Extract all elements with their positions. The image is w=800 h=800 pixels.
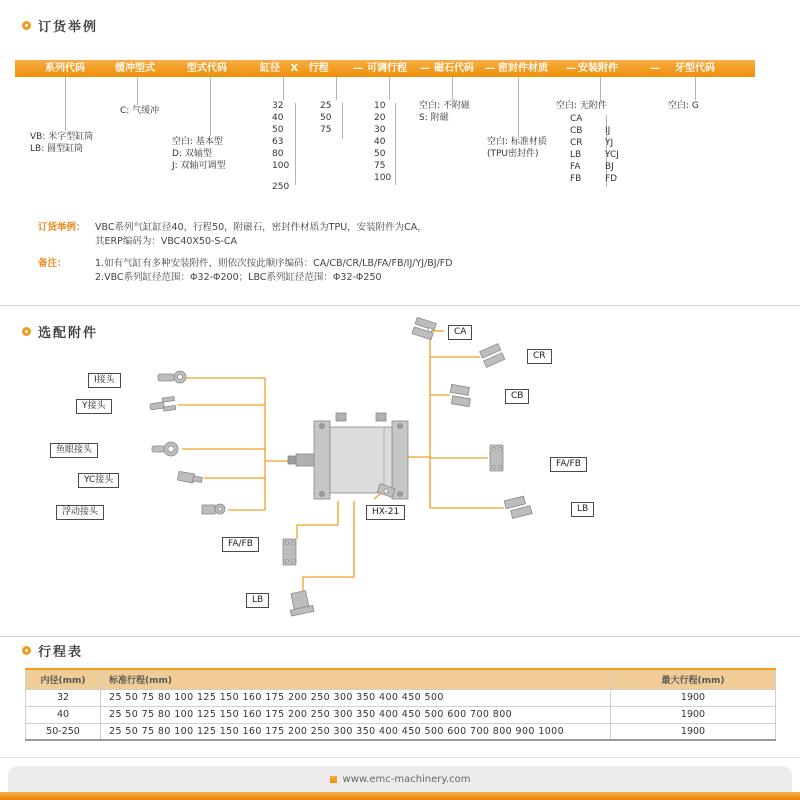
note-line: 2.VBC系列缸径范围：Φ32-Φ200；LBC系列缸径范围：Φ32-Φ250 — [95, 272, 382, 283]
mount-option: 空白: 无附件 — [556, 101, 607, 111]
thread-option: 空白: G — [668, 101, 699, 111]
max-stroke-cell: 1900 — [611, 689, 776, 706]
mount-blank-option — [556, 100, 607, 112]
section-divider — [0, 305, 800, 306]
mount-option — [605, 113, 635, 125]
magnet-option: S: 附磁 — [419, 113, 449, 123]
accessory-tag-lb-right: LB — [571, 502, 594, 517]
mount-option: CB — [570, 126, 583, 136]
cylinder-icon — [288, 413, 408, 499]
mount-option: FA — [570, 162, 581, 172]
fa-fb-flange-icon-right — [490, 445, 503, 471]
example-line: 其ERP编码为：VBC40X50-S-CA — [95, 236, 238, 247]
column-header-standard-stroke: 标准行程(mm) — [101, 669, 611, 689]
adjustable-stroke-option: 40 — [374, 137, 386, 147]
order-code-segment: 安装附件 — [578, 63, 618, 74]
series-options — [30, 131, 93, 155]
accessories-diagram — [0, 315, 800, 635]
connector-line — [600, 77, 601, 100]
type-option: D: 双轴型 — [172, 149, 212, 159]
order-code-segment: 磁石代码 — [434, 63, 474, 74]
connector-line — [210, 77, 211, 136]
connector-line — [695, 77, 696, 100]
table-row — [26, 689, 776, 706]
max-stroke-cell: 1900 — [611, 723, 776, 740]
connector-line — [65, 77, 66, 131]
section-title-stroke-table: 行程表 — [38, 645, 84, 660]
footer-divider — [0, 757, 800, 758]
example-label: 订货举例： — [38, 222, 86, 233]
order-code-segment: 牙型代码 — [675, 63, 715, 74]
section-title-ordering: 订货举例 — [38, 20, 99, 35]
table-row — [26, 723, 776, 740]
order-code-separator: — — [353, 63, 363, 74]
section-bullet-icon — [22, 646, 31, 655]
section-header-ordering — [22, 16, 98, 35]
bore-option: 250 — [272, 182, 290, 192]
series-option: LB: 圆型缸筒 — [30, 144, 84, 154]
max-stroke-cell: 1900 — [611, 706, 776, 723]
connector-line — [452, 77, 453, 100]
connector-line — [342, 103, 343, 139]
stroke-table — [25, 668, 776, 741]
order-code-separator: — — [485, 63, 495, 74]
order-code-segment: 缸径 X 行程 — [260, 63, 329, 74]
connector-line — [518, 77, 519, 136]
cr-clevis-icon — [480, 344, 505, 368]
order-code-segment: 系列代码 — [45, 63, 85, 74]
mount-option: CR — [570, 138, 583, 148]
accessory-tag-fa-fb-right: FA/FB — [550, 457, 587, 472]
order-code-separator: — — [566, 63, 576, 74]
accessory-tag-y-joint: Y接头 — [76, 399, 112, 414]
ca-clevis-icon — [412, 317, 436, 339]
cushion-options — [120, 105, 159, 117]
section-header-stroke-table — [22, 641, 83, 660]
accessory-tag-ca: CA — [448, 325, 472, 340]
accessory-tag-fisheye-joint: 鱼眼接头 — [50, 443, 98, 458]
column-header-bore: 内径(mm) — [26, 669, 101, 689]
mount-options — [570, 113, 635, 185]
accessory-tag-i-joint: I接头 — [88, 373, 121, 388]
footer-url: www.emc-machinery.com — [342, 773, 471, 785]
order-code-segment: 缓冲型式 — [115, 63, 155, 74]
column-header-max-stroke: 最大行程(mm) — [611, 669, 776, 689]
bore-option: 50 — [272, 125, 284, 135]
footer — [8, 766, 792, 792]
bore-option: 80 — [272, 149, 284, 159]
accessory-tag-fa-fb-left: FA/FB — [222, 537, 259, 552]
connector-line — [137, 77, 138, 105]
mount-option: FD — [605, 174, 618, 184]
mount-option: BJ — [605, 162, 614, 172]
accessory-tag-yc-joint: YC接头 — [78, 473, 119, 488]
footer-accent-bar — [0, 792, 800, 800]
adjustable-stroke-option: 100 — [374, 173, 392, 183]
adjustable-stroke-option: 50 — [374, 149, 386, 159]
bore-option: 100 — [272, 161, 290, 171]
mount-option: IJ — [605, 126, 611, 136]
magnet-options — [419, 100, 470, 124]
type-option: J: 双轴可调型 — [172, 161, 226, 171]
adjustable-stroke-option: 20 — [374, 113, 386, 123]
mount-option: YCJ — [605, 150, 619, 160]
table-row — [26, 706, 776, 723]
seal-option: 空白: 标准材质 — [487, 137, 547, 147]
i-joint-icon — [158, 371, 186, 383]
connector-line — [395, 103, 396, 185]
bore-cell: 32 — [26, 689, 101, 706]
seal-option: (TPU密封件) — [487, 149, 539, 159]
thread-options — [668, 100, 699, 112]
adjustable-stroke-option: 75 — [374, 161, 386, 171]
connector-line — [283, 77, 284, 100]
footer-bullet-icon — [330, 776, 337, 783]
strokes-cell: 25 50 75 80 100 125 150 160 175 200 250 300 350 400 450 500 — [101, 689, 611, 706]
order-code-separator: — — [420, 63, 430, 74]
section-divider — [0, 636, 800, 637]
section-bullet-icon — [22, 21, 31, 30]
bore-option: 40 — [272, 113, 284, 123]
mount-option: CA — [570, 114, 583, 124]
accessory-tag-cr: CR — [527, 349, 552, 364]
adjustable-stroke-option: 30 — [374, 125, 386, 135]
mount-option: YJ — [605, 138, 614, 148]
order-code-segment: 密封件材质 — [498, 63, 548, 74]
connector-line — [336, 77, 337, 100]
y-joint-icon — [149, 397, 176, 413]
strokes-cell: 25 50 75 80 100 125 150 160 175 200 250 300 350 400 450 500 600 700 800 900 1000 — [101, 723, 611, 740]
seal-options — [487, 136, 547, 160]
lb-bracket-icon-left — [287, 590, 314, 616]
adjustable-stroke-option: 10 — [374, 101, 386, 111]
accessory-tag-cb: CB — [505, 389, 529, 404]
accessory-tag-lb-left: LB — [246, 593, 269, 608]
mount-option: LB — [570, 150, 582, 160]
magnet-option: 空白: 不附磁 — [419, 101, 470, 111]
section-title-accessories: 选配附件 — [38, 326, 99, 341]
bore-option: 63 — [272, 137, 284, 147]
strokes-cell: 25 50 75 80 100 125 150 160 175 200 250 300 350 400 450 500 600 700 800 — [101, 706, 611, 723]
cb-clevis-icon — [448, 384, 472, 406]
accessory-tag-hx21: HX-21 — [366, 505, 405, 520]
bore-options — [272, 100, 289, 193]
bore-cell: 50-250 — [26, 723, 101, 740]
order-code-bar — [15, 60, 755, 77]
order-code-segment: 可调行程 — [367, 63, 407, 74]
stroke-options — [320, 100, 331, 136]
stroke-table-header-row — [26, 669, 776, 689]
bore-option: 32 — [272, 101, 284, 111]
notes-label: 备注： — [38, 258, 67, 269]
fisheye-joint-icon — [152, 442, 178, 456]
series-option: VB: 米字型缸筒 — [30, 132, 94, 142]
mount-option: FB — [570, 174, 582, 184]
adjustable-stroke-options — [374, 100, 391, 184]
connector-line — [389, 77, 390, 100]
floating-joint-icon — [202, 504, 225, 514]
fa-fb-flange-icon-left — [283, 539, 296, 565]
stroke-option: 75 — [320, 125, 332, 135]
type-option: 空白: 基本型 — [172, 137, 223, 147]
cushion-option: C: 气缓冲 — [120, 106, 160, 116]
stroke-option: 25 — [320, 101, 332, 111]
order-code-segment: 型式代码 — [187, 63, 227, 74]
example-line: VBC系列气缸缸径40，行程50，附磁石，密封件材质为TPU，安装附件为CA， — [95, 222, 427, 233]
note-line: 1.如有气缸有多种安装附件，则依次按此顺序编码：CA/CB/CR/LB/FA/FB/IJ/YJ/BJ/FD — [95, 258, 453, 269]
stroke-option: 50 — [320, 113, 332, 123]
connector-line — [295, 103, 296, 185]
order-code-separator: — — [650, 63, 660, 74]
lb-bracket-icon-right — [504, 495, 532, 519]
bore-cell: 40 — [26, 706, 101, 723]
type-options — [172, 136, 226, 172]
yc-joint-icon — [177, 471, 202, 484]
accessory-tag-floating-joint: 浮动接头 — [56, 505, 104, 520]
